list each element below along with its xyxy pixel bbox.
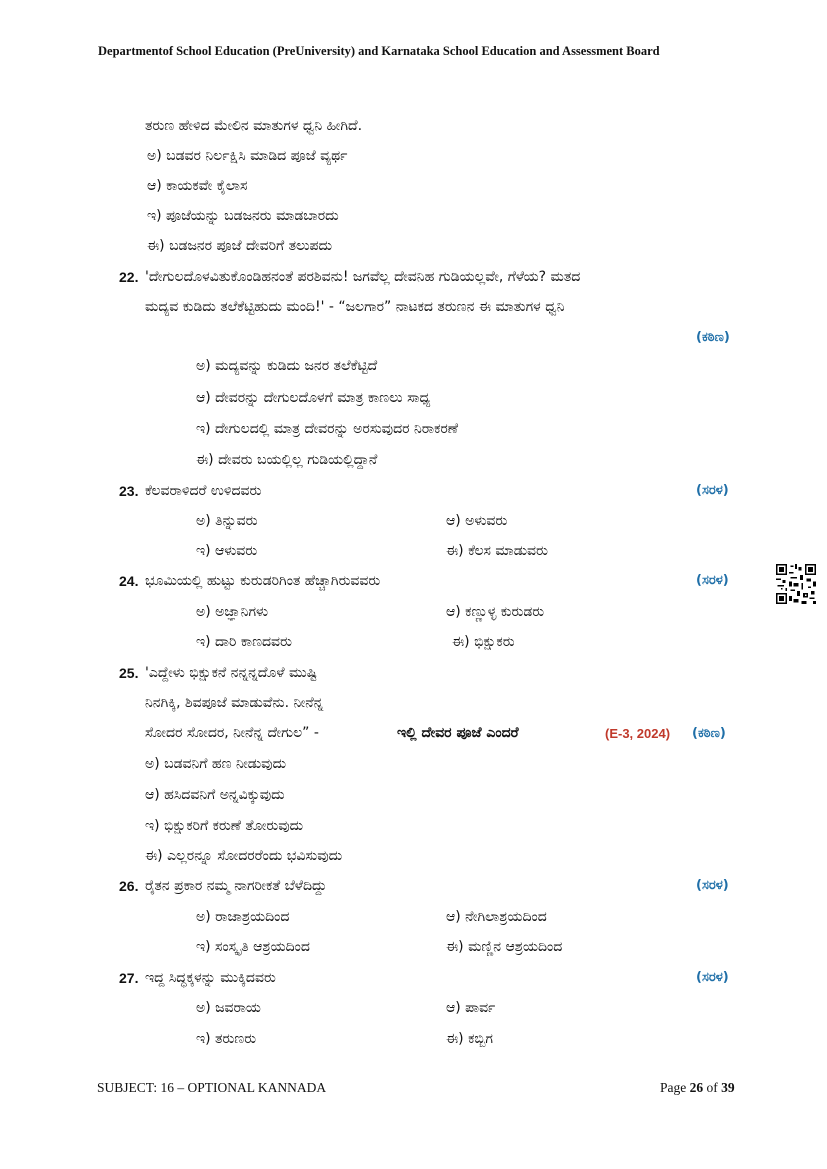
q25-text-line3: ಸೋದರ ಸೋದರ, ನೀನೆನ್ನ ದೇಗುಲ” - [145,725,319,741]
q23-difficulty-badge: (ಸರಳ) [696,483,729,498]
q22-option-a: ಅ) ಮದ್ಯವನ್ನು ಕುಡಿದು ಜನರ ತಲೆಕೆಟ್ಟಿದೆ [196,358,378,374]
q24-option-a: ಅ) ಅಜ್ಞಾನಿಗಳು [196,604,269,620]
q23-option-a: ಅ) ತಿನ್ನುವರು [196,513,258,529]
q21-option-c: ಇ) ಪೂಜೆಯನ್ನು ಬಡಜನರು ಮಾಡಬಾರದು [147,208,339,224]
q23-option-b: ಆ) ಅಳುವರು [446,513,508,529]
q25-number: 25. [119,665,139,681]
q26-option-c: ಇ) ಸಂಸ್ಕೃತಿ ಆಶ್ರಯದಿಂದ [196,939,310,955]
q25-text-line1: 'ಎದ್ದೇಳು ಭಿಕ್ಷುಕನೆ ನನ್ನನ್ನದೊಳೆ ಮುಷ್ಟಿ [145,665,318,681]
q23-option-c: ಇ) ಆಳುವರು [196,543,258,559]
q23-number: 23. [119,483,139,499]
current-page: 26 [689,1080,704,1095]
q24-text: ಭೂಮಿಯಲ್ಲಿ ಹುಟ್ಟು ಕುರುಡರಿಗಿಂತ ಹೆಚ್ಚಾಗಿರುವವರು [145,573,381,589]
q24-option-b: ಆ) ಕಣ್ಣುಳ್ಳ ಕುರುಡರು [446,604,545,620]
q22-difficulty-badge: (ಕಠಿಣ) [696,330,730,345]
q24-option-d: ಈ) ಭಿಕ್ಷುಕರು [452,634,515,650]
q27-option-a: ಅ) ಜವರಾಯ [196,1000,261,1016]
q26-option-a: ಅ) ರಾಜಾಶ್ರಯದಿಂದ [196,909,290,925]
q27-text: ಇದ್ದ ಸಿದ್ಧಕ್ಕಳನ್ನು ಮುಕ್ಕಿದವರು [145,970,276,986]
q25-option-b: ಆ) ಹಸಿದವನಿಗೆ ಅನ್ನವಿಕ್ಕುವುದು [145,787,285,803]
q22-option-b: ಆ) ದೇವರನ್ನು ದೇಗುಲದೊಳಗೆ ಮಾತ್ರ ಕಾಣಲು ಸಾಧ್ಯ [196,390,431,406]
q24-number: 24. [119,573,139,589]
footer-subject: SUBJECT: 16 – OPTIONAL KANNADA [97,1080,327,1095]
q27-difficulty-badge: (ಸರಳ) [696,970,729,985]
page-header: Departmentof School Education (PreUniversity) and Karnataka School Education and Assessment Board [98,44,660,58]
q26-difficulty-badge: (ಸರಳ) [696,878,729,893]
q21-option-a: ಅ) ಬಡವರ ನಿರ್ಲಕ್ಷಿಸಿ ಮಾಡಿದ ಪೂಜೆ ವ್ಯರ್ಥ [147,148,348,164]
page-word: Page [660,1080,687,1095]
q27-option-c: ಇ) ತರುಣರು [196,1031,257,1047]
q25-text-line2: ನಿನಗಿಕ್ಕಿ, ಶಿವಪೂಜೆ ಮಾಡುವೆನು. ನೀನೆನ್ನ [145,695,324,711]
of-word: of [706,1080,718,1095]
q27-option-b: ಆ) ಪಾರ್ವ [446,1000,496,1016]
qr-code-icon [776,564,816,604]
q26-number: 26. [119,878,139,894]
q23-option-d: ಈ) ಕೆಲಸ ಮಾಡುವರು [446,543,548,559]
q25-difficulty-badge: (ಕಠಿಣ) [692,726,726,741]
q25-option-c: ಇ) ಭಿಕ್ಷುಕರಿಗೆ ಕರುಣೆ ತೋರುವುದು [145,818,304,834]
q21-stem: ತರುಣ ಹೇಳಿದ ಮೇಲಿನ ಮಾತುಗಳ ಧ್ವನಿ ಹೀಗಿದೆ. [145,118,363,134]
q26-option-d: ಈ) ಮಣ್ಣಿನ ಆಶ್ರಯದಿಂದ [446,939,563,955]
total-pages: 39 [721,1080,735,1095]
q23-text: ಕೆಲವರಾಳಿದರೆ ಉಳಿದವರು [145,483,262,499]
q24-option-c: ಇ) ದಾರಿ ಕಾಣದವರು [196,634,292,650]
q26-option-b: ಆ) ನೇಗಿಲಾಶ್ರಯದಿಂದ [446,909,547,925]
q26-text: ರೈತನ ಪ್ರಕಾರ ನಮ್ಮ ನಾಗರೀಕತೆ ಬೆಳೆದಿದ್ದು [145,878,327,894]
footer-page-number [660,1080,735,1096]
q22-text-line2: ಮದ್ಯವ ಕುಡಿದು ತಲೆಕೆಟ್ಟಿಹುದು ಮಂದಿ!' - “ಜಲಗಾರ” ನಾಟಕದ ತರುಣನ ಈ ಮಾತುಗಳ ಧ್ವನಿ [145,299,565,315]
q21-option-b: ಆ) ಕಾಯಕವೇ ಕೈಲಾಸ [147,178,248,194]
q21-option-d: ಈ) ಬಡಜನರ ಪೂಜೆ ದೇವರಿಗೆ ತಲುಪದು [147,238,333,254]
q25-option-d: ಈ) ಎಲ್ಲರನ್ನೂ ಸೋದರರೆಂದು ಭವಿಸುವುದು [145,848,343,864]
q25-question-prompt: ಇಲ್ಲಿ ದೇವರ ಪೂಜೆ ಎಂದರೆ [397,725,519,741]
q25-exam-reference: (E-3, 2024) [605,726,671,741]
q25-option-a: ಅ) ಬಡವನಿಗೆ ಹಣ ನೀಡುವುದು [145,756,287,772]
q24-difficulty-badge: (ಸರಳ) [696,573,729,588]
q22-text-line1: 'ದೇಗುಲದೊಳವಿತುಕೊಂಡಿಹನಂತೆ ಪರಶಿವನು! ಜಗವೆಲ್ಲ ದೇವನಿಹ ಗುಡಿಯಲ್ಲವೇ, ಗೆಳೆಯ? ಮತದ [145,269,581,285]
q27-option-d: ಈ) ಕಬ್ಬಿಗ [446,1031,493,1047]
q22-option-c: ಇ) ದೇಗುಲದಲ್ಲಿ ಮಾತ್ರ ದೇವರನ್ನು ಅರಸುವುದರ ನಿರಾಕರಣೆ [196,421,459,437]
q27-number: 27. [119,970,139,986]
q22-option-d: ಈ) ದೇವರು ಬಯಲ್ಲಿಲ್ಲ ಗುಡಿಯಲ್ಲಿದ್ದಾನೆ [196,452,378,468]
q22-number: 22. [119,269,139,285]
